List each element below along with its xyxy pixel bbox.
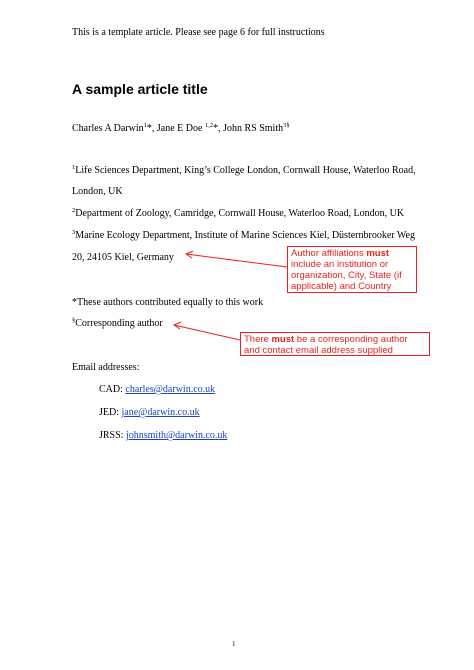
author-marker: *, bbox=[213, 123, 224, 134]
email-heading: Email addresses: bbox=[72, 362, 140, 373]
author-name: Jane E Doe bbox=[156, 123, 205, 134]
callout-text: be a corresponding author and contact email address supplied bbox=[244, 334, 408, 356]
email-row bbox=[99, 407, 200, 419]
callout-emphasis: must bbox=[271, 334, 295, 345]
header-note: This is a template article. Please see page 6 for full instructions bbox=[72, 27, 325, 38]
corresponding-arrowhead bbox=[174, 322, 181, 329]
callout-emphasis: must bbox=[366, 248, 390, 259]
email-link[interactable]: johnsmith@darwin.co.uk bbox=[125, 430, 228, 441]
email-label: JRSS: bbox=[99, 430, 126, 441]
author-superscript: 1 bbox=[143, 122, 147, 129]
email-label: JED: bbox=[99, 407, 122, 418]
affiliation-superscript: 2 bbox=[72, 207, 76, 214]
corresponding-author-note bbox=[72, 318, 163, 330]
author-name: John RS Smith bbox=[223, 123, 284, 134]
author-superscript: 1,2 bbox=[204, 122, 214, 129]
affiliation-superscript: 3 bbox=[72, 229, 76, 236]
author-list bbox=[72, 123, 290, 135]
corresponding-text: Corresponding author bbox=[75, 318, 163, 329]
article-title: A sample article title bbox=[72, 81, 208, 97]
affiliation-1-continued: London, UK bbox=[72, 186, 123, 197]
author-marker: *, bbox=[146, 123, 157, 134]
equal-contribution-note: *These authors contributed equally to this work bbox=[72, 297, 264, 308]
callout-text: include an institution or organization, City, State (if applicable) and Country bbox=[291, 259, 402, 292]
email-link[interactable]: charles@darwin.co.uk bbox=[125, 384, 216, 395]
affiliation-text: Marine Ecology Department, Institute of Marine Sciences Kiel, Düsternbrooker Weg bbox=[75, 230, 415, 241]
email-link[interactable]: jane@darwin.co.uk bbox=[121, 407, 200, 418]
author-superscript: 3§ bbox=[283, 122, 290, 129]
corresponding-arrow bbox=[174, 325, 240, 340]
affiliation-arrowhead bbox=[186, 251, 193, 258]
author-name: Charles A Darwin bbox=[72, 123, 144, 134]
email-label: CAD: bbox=[99, 384, 126, 395]
affiliation-1 bbox=[72, 165, 416, 177]
affiliation-callout bbox=[287, 246, 417, 293]
page-number: 1 bbox=[232, 640, 236, 648]
callout-text: There bbox=[244, 334, 272, 345]
affiliation-text: Life Sciences Department, King’s College London, Cornwall House, Waterloo Road, bbox=[75, 165, 416, 176]
affiliation-arrow bbox=[186, 254, 287, 267]
corresponding-callout bbox=[240, 332, 430, 356]
affiliation-2 bbox=[72, 208, 404, 220]
affiliation-text: Department of Zoology, Camridge, Cornwall House, Waterloo Road, London, UK bbox=[75, 208, 405, 219]
affiliation-3 bbox=[72, 230, 415, 242]
email-row bbox=[99, 384, 215, 396]
callout-text: Author affiliations bbox=[291, 248, 367, 259]
email-row bbox=[99, 430, 227, 442]
corresponding-superscript: § bbox=[72, 317, 76, 324]
affiliation-3-continued: 20, 24105 Kiel, Germany bbox=[72, 252, 174, 263]
affiliation-superscript: 1 bbox=[72, 164, 76, 171]
